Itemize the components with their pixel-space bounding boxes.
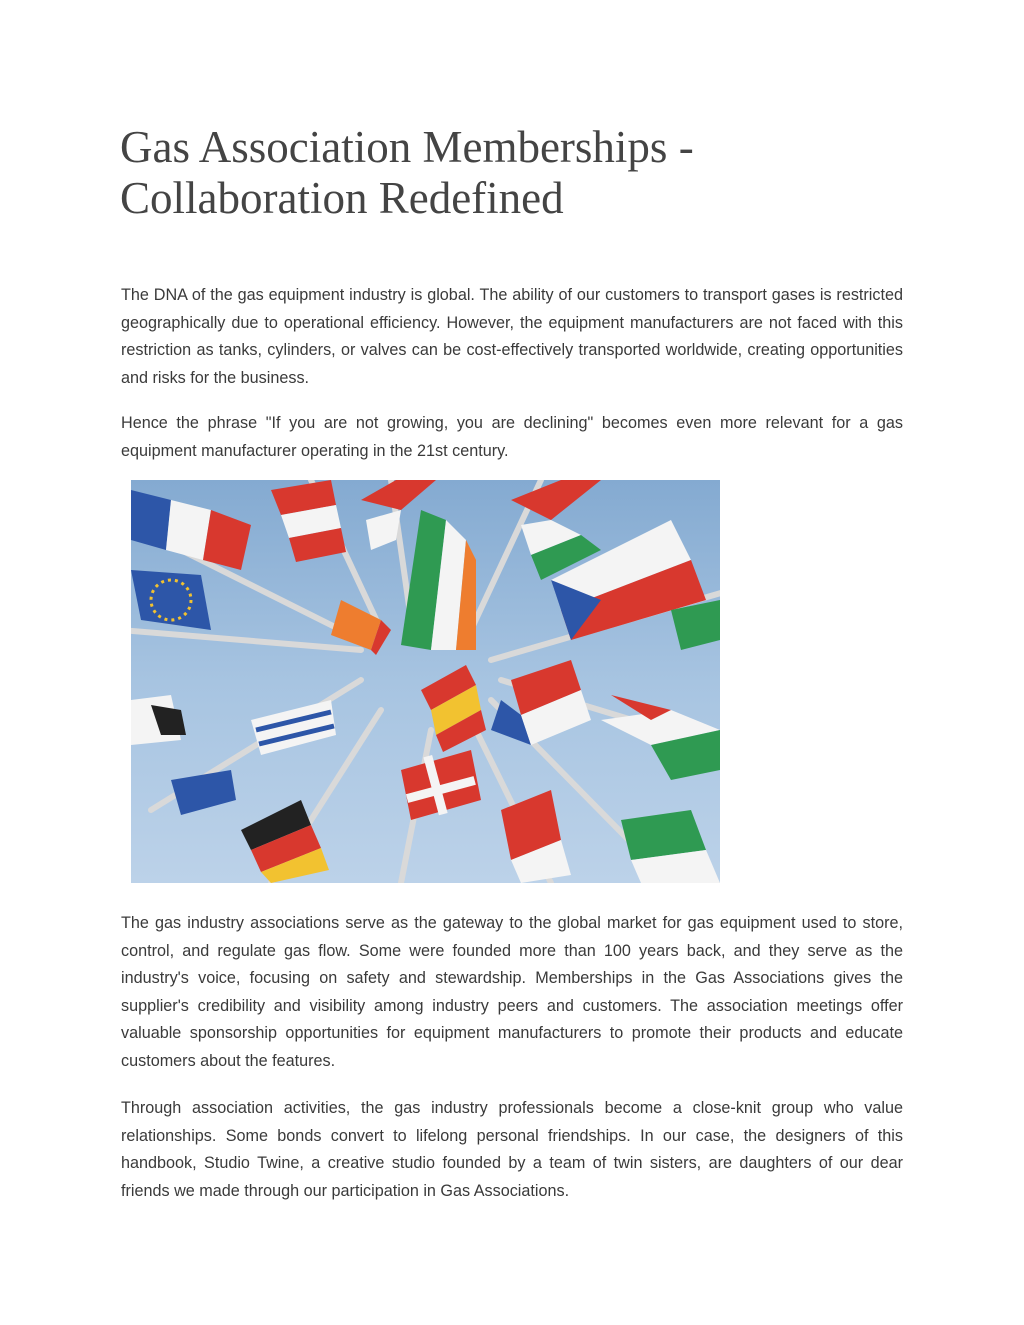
page-title: Gas Association Memberships - Collaboration Redefined <box>120 122 694 223</box>
flags-photo <box>131 480 720 883</box>
associations-paragraph: The gas industry associations serve as the gateway to the global market for gas equipment used to store, control, and regulate gas flow. Some were founded more than 100 years back, and they serve as the industry's voice, focusing on safety and stewardship. Memberships in the Gas Associations gives the supplier's credibility and visibility among industry peers and customers. The association meetings offer valuable sponsorship opportunities for equipment manufacturers to promote their products and educate customers about the features. <box>121 914 903 1070</box>
relationships-paragraph: Through association activities, the gas industry professionals become a close-knit group who value relationships. Some bonds convert to lifelong personal friendships. In our case, the designers of this handbook, Studio Twine, a creative studio founded by a team of twin sisters, are daughters of our dear friends we made through our participation in Gas Associations. <box>121 1099 903 1200</box>
intro-paragraph: The DNA of the gas equipment industry is global. The ability of our customers to transport gases is restricted geographically due to operational efficiency. However, the equipment manufacturers are not faced with this restriction as tanks, cylinders, or valves can be cost-effectively transported worldwide, creating opportunities and risks for the business. <box>121 286 903 387</box>
phrase-paragraph: Hence the phrase "If you are not growing, you are declining" becomes even more relevant for a gas equipment manufacturer operating in the 21st century. <box>121 414 903 460</box>
flags-illustration <box>131 480 720 883</box>
